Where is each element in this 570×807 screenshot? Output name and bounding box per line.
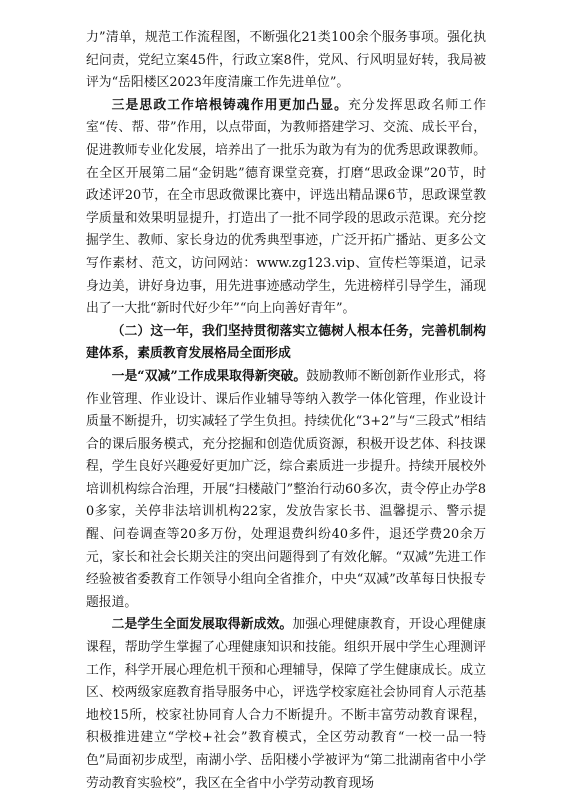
paragraph-lead: 二是学生全面发展取得新成效。 xyxy=(111,617,293,633)
paragraph-text: 鼓励教师不断创新作业形式，将作业管理、作业设计、课后作业辅导等纳入教学一体化管理，作业设计质量不断提升，切实减轻了学生负担。持续优化“3+2”与“三段式”相结合的课后服务模式，充分挖掘和创造优质资源，积极开设艺体、科技课程，学生良好兴趣爱好更加广泛，综合素质进一步提升。持续开展校外培训机构综合治理，开展“扫楼敲门”整治行动60多次，责令停止办学80多家，关停非法培训机构22家，发放告家长书、温馨提示、警示提醒、问卷调查等20多万份，处理退费纠纷40多件，退还学费20余万元，家长和社会长期关注的突出问题得到了有效化解。“双减”先进工作经验被省委教育工作领导小组向全省推介，中央“双减”改革每日快报专题报道。 xyxy=(86,368,486,610)
paragraph-text: 充分发挥思政名师工作室“传、帮、带”作用，以点带面，为教师搭建学习、交流、成长平台，促进教师专业化发展，培养出了一批乐为敢为有为的优秀思政课教师。在全区开展第二届“金钥匙”德育课堂竞赛，打磨“思政金课”20节，时政述评20节，在全市思政微课比赛中，评选出精品课6节，思政课堂教学质量和效果明显提升，打造出了一批不同学段的思政示范课。充分挖掘学生、教师、家长身边的优秀典型事迹，广泛开拓广播站、更多公文写作素材、范文，访问网站：www.zg123.vip、宣传栏等渠道，记录身边美，讲好身边事，用先进事迹感动学生，先进榜样引导学生，涌现出了一大批“新时代好少年”“向上向善好青年”。 xyxy=(86,97,487,317)
paragraph-ideological-work xyxy=(86,95,486,321)
section-heading-text: （二）这一年，我们坚持贯彻落实立德树人根本任务，完善机制构建体系，素质教育发展格局全面形成 xyxy=(86,323,486,362)
paragraph-continuation xyxy=(86,27,486,95)
paragraph-text: 加强心理健康教育，开设心理健康课程，帮助学生掌握了心理健康知识和技能。组织开展中学生心理测评工作，科学开展心理危机干预和心理辅导，保障了学生健康成长。成立区、校两级家庭教育指导服务中心，评选学校家庭社会协同育人示范基地校15所，校家社协同育人合力不断提升。不断丰富劳动教育课程，积极推进建立“学校+社会”教育模式，全区劳动教育“一校一品一特色”局面初步成型，南湖小学、岳阳楼小学被评为“第二批湖南省中小学劳动教育实验校”，我区在全省中小学劳动教育现场 xyxy=(86,617,487,791)
paragraph-text: 力”清单，规范工作流程图，不断强化21类100余个服务事项。强化执纪问责，党纪立案45件，行政立案8件，党风、行风明显好转，我局被评为“岳阳楼区2023年度清廉工作先进单位”。 xyxy=(86,30,486,91)
paragraph-lead: 三是思政工作培根铸魂作用更加凸显。 xyxy=(111,97,349,113)
paragraph-lead: 一是“双减”工作成果取得新突破。 xyxy=(111,368,307,384)
body-text xyxy=(86,27,486,795)
section-heading xyxy=(86,321,486,366)
paragraph-double-reduction xyxy=(86,366,486,615)
paragraph-student-development xyxy=(86,614,486,795)
